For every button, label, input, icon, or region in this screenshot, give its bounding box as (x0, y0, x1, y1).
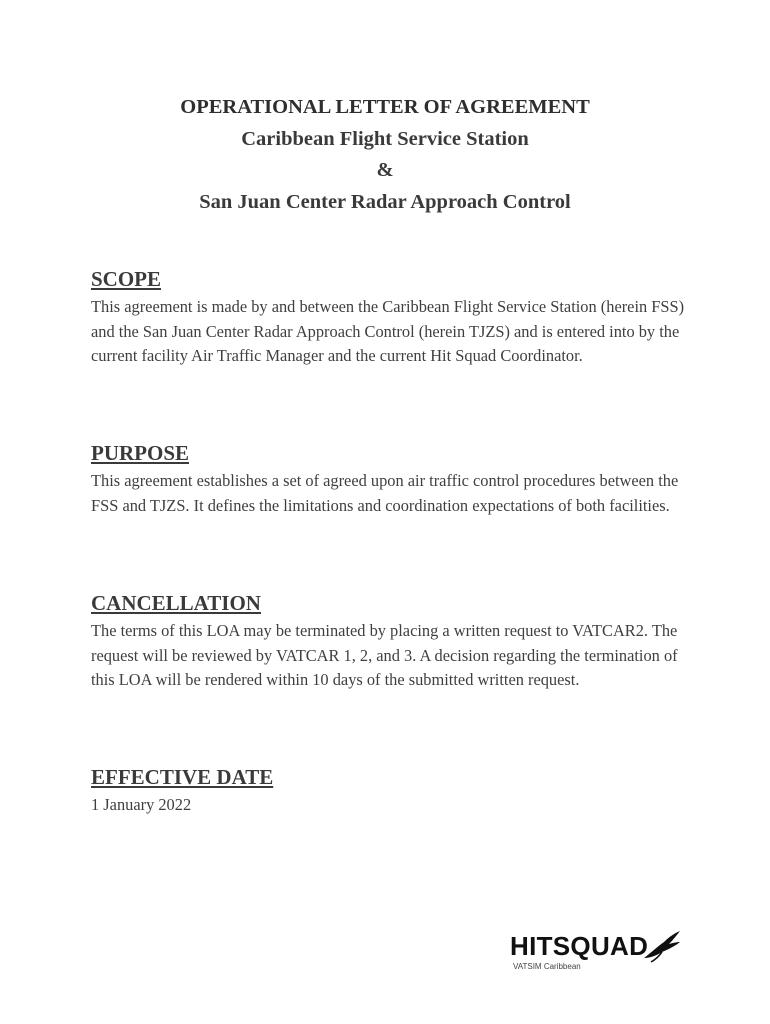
hitsquad-logo (510, 928, 690, 976)
ampersand: & (376, 159, 394, 181)
cancellation-heading: CANCELLATION (91, 591, 261, 615)
logo-wordmark: HITSQUAD (510, 931, 649, 961)
purpose-body: This agreement establishes a set of agreed upon air traffic control procedures between the FSS and TJZS. It defines the limitations and coordination expectations of both facilities. (91, 471, 679, 515)
party-one: Caribbean Flight Service Station (241, 127, 529, 150)
scope-heading: SCOPE (91, 267, 162, 291)
effective-date-body: 1 January 2022 (91, 795, 192, 814)
purpose-section (91, 440, 691, 518)
bird-icon (642, 928, 682, 964)
party-two: San Juan Center Radar Approach Control (199, 190, 571, 213)
document-title: OPERATIONAL LETTER OF AGREEMENT (180, 96, 590, 118)
effective-date-heading: EFFECTIVE DATE (91, 765, 274, 789)
purpose-heading: PURPOSE (91, 441, 190, 465)
scope-body: This agreement is made by and between the Caribbean Flight Service Station (herein FSS) and the San Juan Center Radar Approach Control (herein TJZS) and is entered into by the current facility Air Traffic Manager and the current Hit Squad Coordinator. (91, 297, 685, 365)
cancellation-section (91, 590, 691, 693)
effective-date-section (91, 764, 691, 818)
logo-subtitle: VATSIM Caribbean (513, 962, 581, 971)
scope-section (91, 266, 691, 369)
cancellation-body: The terms of this LOA may be terminated by placing a written request to VATCAR2. The request will be reviewed by VATCAR 1, 2, and 3. A decision regarding the termination of this LOA will be rendered within 10 days of the submitted written request. (91, 621, 678, 689)
document-header (0, 92, 770, 218)
